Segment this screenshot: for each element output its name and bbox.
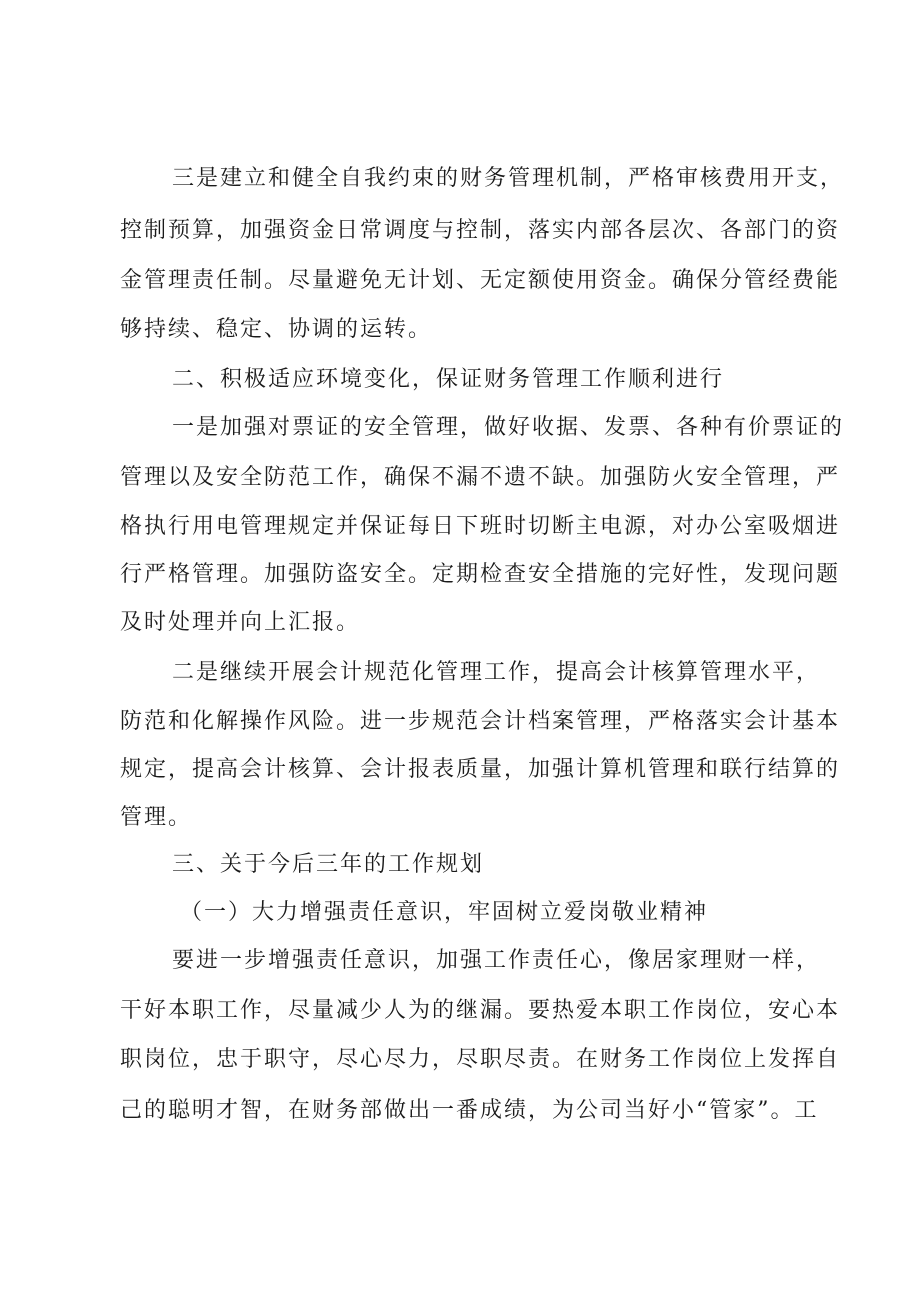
- paragraph-line: 干好本职工作，尽量减少人为的继漏。要热爱本职工作岗位，安心本: [120, 998, 841, 1023]
- paragraph-line: 规定，提高会计核算、会计报表质量，加强计算机管理和联行结算的: [120, 757, 841, 782]
- paragraph-line: 职岗位，忠于职守，尽心尽力，尽职尽责。在财务工作岗位上发挥自: [120, 1047, 841, 1072]
- subsection-heading: （一）大力增强责任意识，牢固树立爱岗敬业精神: [180, 900, 709, 925]
- paragraph-line: 行严格管理。加强防盗安全。定期检查安全措施的完好性，发现问题: [120, 562, 841, 587]
- paragraph-line: 防范和化解操作风险。进一步规范会计档案管理，严格落实会计基本: [120, 709, 841, 734]
- paragraph-line: 格执行用电管理规定并保证每日下班时切断主电源，对办公室吸烟进: [120, 514, 841, 539]
- section-heading: 二、积极适应环境变化，保证财务管理工作顺利进行: [172, 367, 725, 392]
- paragraph-line: 己的聪明才智，在财务部做出一番成绩，为公司当好小“管家”。工: [120, 1098, 819, 1123]
- paragraph-line: 控制预算，加强资金日常调度与控制，落实内部各层次、各部门的资: [120, 218, 841, 243]
- paragraph-line: 二是继续开展会计规范化管理工作，提高会计核算管理水平，: [172, 660, 821, 685]
- section-heading: 三、关于今后三年的工作规划: [172, 852, 485, 877]
- paragraph-line: 三是建立和健全自我约束的财务管理机制，严格审核费用开支，: [172, 166, 845, 191]
- paragraph-line: 及时处理并向上汇报。: [120, 610, 361, 635]
- paragraph-line: 金管理责任制。尽量避免无计划、无定额使用资金。确保分管经费能: [120, 268, 841, 293]
- paragraph-line: 要进一步增强责任意识，加强工作责任心，像居家理财一样，: [172, 948, 821, 973]
- paragraph-line: 管理。: [120, 805, 193, 830]
- paragraph-line: 够持续、稳定、协调的运转。: [120, 317, 433, 342]
- paragraph-line: 一是加强对票证的安全管理，做好收据、发票、各种有价票证的: [172, 415, 845, 440]
- paragraph-line: 管理以及安全防范工作，确保不漏不遗不缺。加强防火安全管理，严: [120, 465, 841, 490]
